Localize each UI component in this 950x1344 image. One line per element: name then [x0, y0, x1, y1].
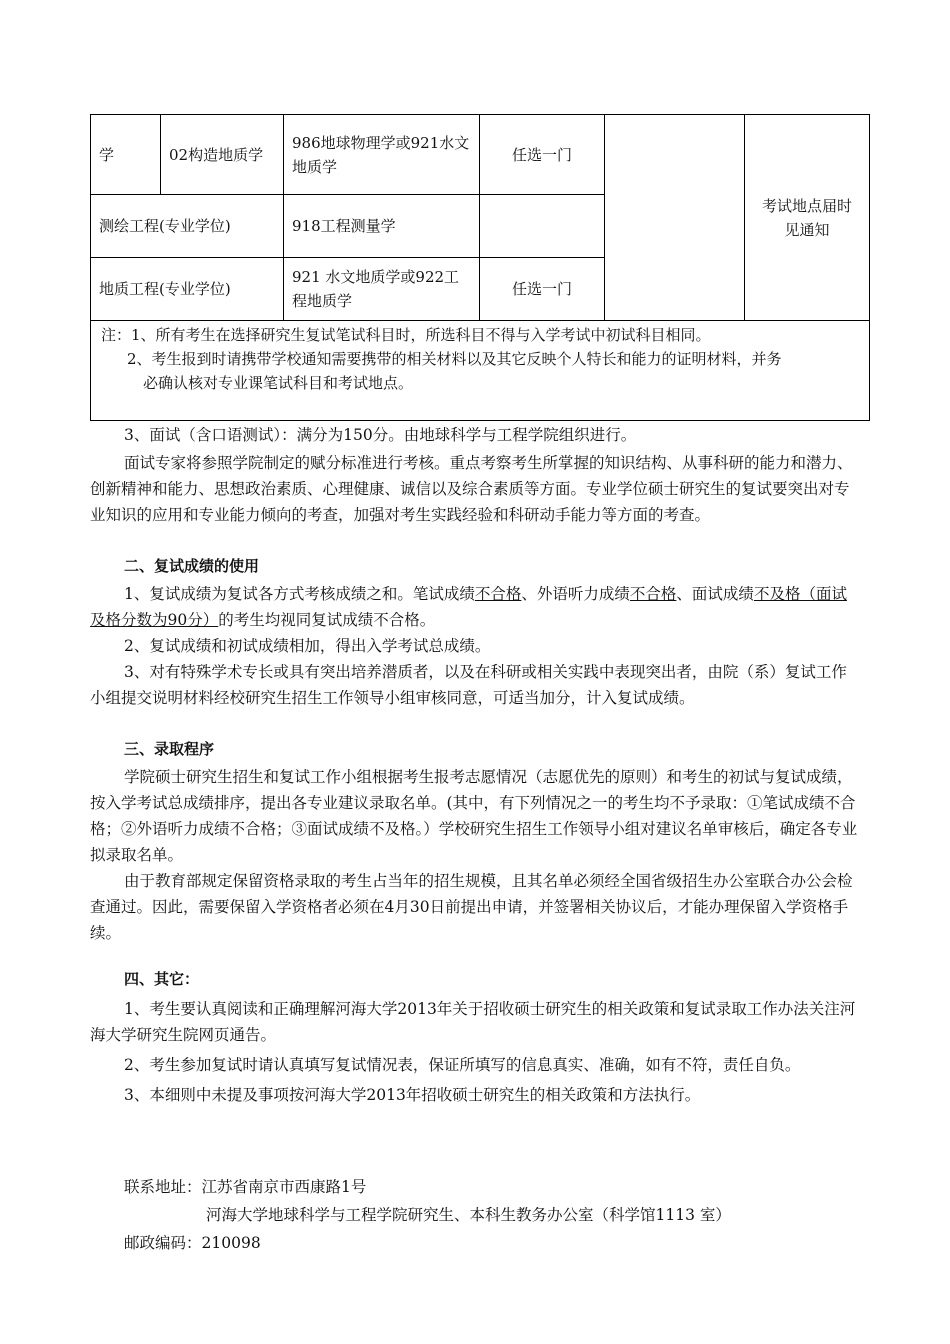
interview-title: 3、面试（含口语测试）：满分为150分。由地球科学与工程学院组织进行。	[124, 426, 637, 444]
postcode-label: 邮政编码：	[124, 1234, 202, 1252]
text-run: 、面试成绩	[676, 585, 754, 603]
section-3-heading: 三、录取程序	[124, 740, 215, 758]
section-2-paragraph-1	[90, 581, 862, 633]
contact-block	[124, 1174, 731, 1256]
address-value: 江苏省南京市西康路1号	[201, 1178, 367, 1196]
section-4-paragraph-1: 1、考生要认真阅读和正确理解河海大学2013年关于招收硕士研究生的相关政策和复试录取工作办法关注河海大学研究生院网页通告。	[90, 1000, 856, 1044]
text-run: 的考生均视同复试成绩不合格。	[218, 611, 436, 629]
exam-subjects-table	[90, 114, 870, 421]
table-note-row	[91, 321, 870, 421]
choice-cell	[480, 195, 605, 258]
subjects-cell: 921 水文地质学或922工程地质学	[284, 258, 480, 321]
major-cell: 学	[91, 115, 161, 195]
section-4-paragraph-3: 3、本细则中未提及事项按河海大学2013年招收硕士研究生的相关政策和方法执行。	[124, 1086, 701, 1104]
address-line	[124, 1174, 731, 1200]
section-2-paragraph-3: 3、对有特殊学术专长或具有突出培养潜质者，以及在科研或相关实践中表现突出者，由院（系）复试工作小组提交说明材料经校研究生招生工作领导小组审核同意，可适当加分，计入复试成绩。	[90, 663, 847, 707]
underlined-text: 不合格	[629, 585, 677, 603]
interview-paragraph: 面试专家将参照学院制定的赋分标准进行考核。重点考察考生所掌握的知识结构、从事科研的能力和潜力、创新精神和能力、思想政治素质、心理健康、诚信以及综合素质等方面。专业学位硕士研究生的复试要突出对专业知识的应用和专业能力倾向的考查，加强对考生实践经验和科研动手能力等方面的考查。	[90, 454, 853, 524]
section-3-paragraph-2: 由于教育部规定保留资格录取的考生占当年的招生规模，且其名单必须经全国省级招生办公室联合办公会检查通过。因此，需要保留入学资格者必须在4月30日前提出申请，并签署相关协议后，才能办理保留入学资格手续。	[90, 872, 853, 942]
address-line-2: 河海大学地球科学与工程学院研究生、本科生教务办公室（科学馆1113 室）	[206, 1206, 731, 1224]
note-line-1: 注：1、所有考生在选择研究生复试笔试科目时，所选科目不得与入学考试中初试科目相同。	[101, 326, 711, 344]
postcode-value: 210098	[201, 1234, 261, 1252]
section-4	[90, 966, 862, 1108]
postcode-line	[124, 1230, 731, 1256]
underlined-text: 不合格	[474, 585, 522, 603]
subjects-cell: 986地球物理学或921水文地质学	[284, 115, 480, 195]
interview-section	[90, 422, 862, 528]
major-cell: 测绘工程(专业学位)	[91, 195, 284, 258]
table-note	[91, 321, 870, 421]
section-3-paragraph-1: 学院硕士研究生招生和复试工作小组根据考生报考志愿情况（志愿优先的原则）和考生的初试与复试成绩，按入学考试总成绩排序，提出各专业建议录取名单。(其中，有下列情况之一的考生均不予录取：①笔试成绩不合格；②外语听力成绩不合格；③面试成绩不及格。）学校研究生招生工作领导小组对建议名单审核后，确定各专业拟录取名单。	[90, 768, 858, 864]
address-label: 联系地址：	[124, 1178, 202, 1196]
choice-cell: 任选一门	[480, 258, 605, 321]
choice-cell: 任选一门	[480, 115, 605, 195]
section-2-paragraph-2: 2、复试成绩和初试成绩相加，得出入学考试总成绩。	[124, 637, 491, 655]
section-4-paragraph-2: 2、考生参加复试时请认真填写复试情况表，保证所填写的信息真实、准确，如有不符，责任自负。	[124, 1056, 801, 1074]
empty-cell	[605, 115, 745, 321]
subjects-cell: 918工程测量学	[284, 195, 480, 258]
direction-cell: 02构造地质学	[161, 115, 284, 195]
table-row	[91, 115, 870, 195]
location-cell: 考试地点届时见通知	[745, 115, 870, 321]
major-cell: 地质工程(专业学位)	[91, 258, 284, 321]
section-3	[90, 736, 862, 946]
section-2	[90, 553, 862, 711]
note-line-2: 2、考生报到时请携带学校通知需要携带的相关材料以及其它反映个人特长和能力的证明材料，并务	[127, 350, 782, 368]
note-line-3: 必确认核对专业课笔试科目和考试地点。	[143, 374, 414, 392]
text-run: 1、复试成绩为复试各方式考核成绩之和。笔试成绩	[124, 585, 475, 603]
section-4-heading: 四、其它：	[124, 970, 200, 988]
underlined-text: 不及格（面试及格分数为90分）	[90, 585, 847, 629]
section-2-heading: 二、复试成绩的使用	[124, 557, 260, 575]
text-run: 、外语听力成绩	[521, 585, 630, 603]
